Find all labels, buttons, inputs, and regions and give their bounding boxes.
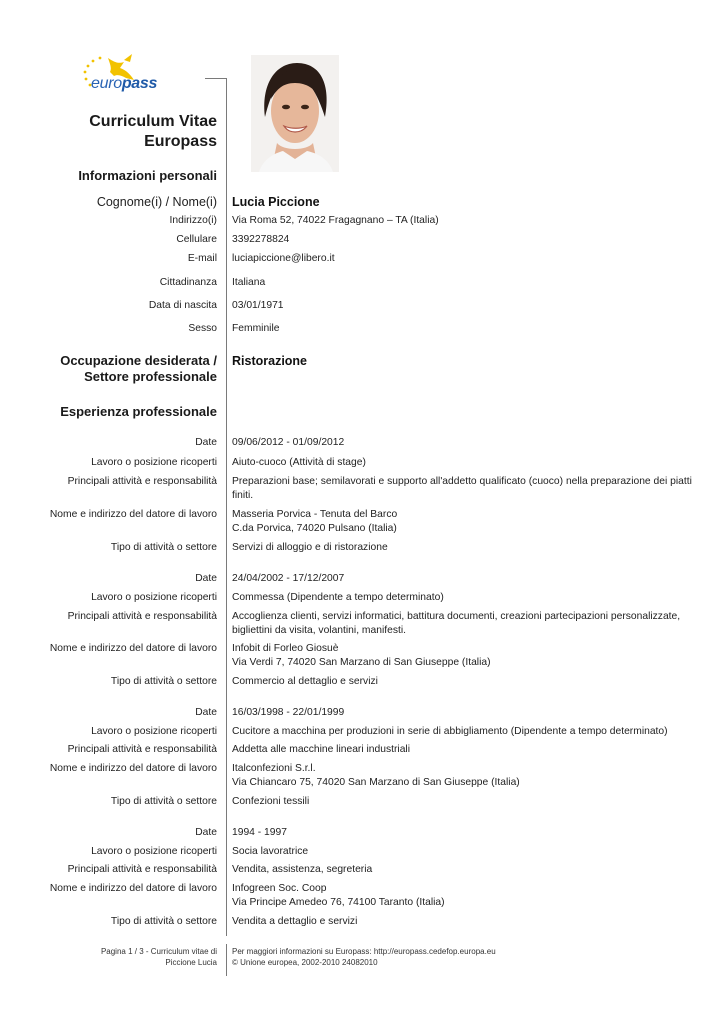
job-role-label: Lavoro o posizione ricoperti [91, 846, 217, 857]
job-date: 1994 - 1997 [232, 827, 287, 838]
job-sector: Confezioni tessili [232, 796, 310, 807]
address-label: Indirizzo(i) [169, 215, 217, 226]
job-date-label: Date [195, 707, 217, 718]
desired-occupation-label [60, 353, 217, 385]
job-employer-address: Via Verdi 7, 74020 San Marzano di San Giuseppe (Italia) [232, 657, 491, 668]
profile-photo [251, 55, 339, 172]
job-sector-label: Tipo di attività o settore [110, 542, 217, 553]
cv-title [89, 112, 217, 152]
job-date: 16/03/1998 - 22/01/1999 [232, 707, 345, 718]
job-employer-name: Infobit di Forleo Giosuè [232, 643, 339, 654]
job-employer-name: Masseria Porvica - Tenuta del Barco [232, 509, 398, 520]
job-role-label: Lavoro o posizione ricoperti [91, 592, 217, 603]
desired-occupation-line2: Settore professionale [84, 369, 217, 384]
job-employer [232, 882, 692, 910]
job-role: Socia lavoratrice [232, 846, 309, 857]
name-value: Lucia Piccione [232, 195, 320, 209]
job-employer [232, 508, 692, 536]
job-employer-name: Infogreen Soc. Coop [232, 883, 327, 894]
job-sector: Commercio al dettaglio e servizi [232, 676, 378, 687]
job-sector: Servizi di alloggio e di ristorazione [232, 542, 388, 553]
job-sector-label: Tipo di attività o settore [110, 676, 217, 687]
job-tasks-label: Principali attività e responsabilità [67, 476, 217, 487]
job-employer-label: Nome e indirizzo del datore di lavoro [49, 883, 217, 894]
birthdate-label: Data di nascita [148, 300, 217, 311]
job-date: 09/06/2012 - 01/09/2012 [232, 437, 345, 448]
desired-occupation-line1: Occupazione desiderata / [60, 353, 217, 368]
top-rule [205, 78, 227, 79]
footer-owner-name: Piccione Lucia [165, 958, 217, 967]
email-value: luciapiccione@libero.it [232, 253, 335, 264]
job-tasks: Addetta alle macchine lineari industriali [232, 744, 411, 755]
job-employer-name: Italconfezioni S.r.l. [232, 763, 316, 774]
email-label: E-mail [187, 253, 217, 264]
citizenship-value: Italiana [232, 277, 266, 288]
section-work-experience: Esperienza professionale [60, 404, 217, 419]
cv-title-line2: Europass [144, 133, 217, 150]
footer-europass-info [232, 946, 496, 968]
mobile-label: Cellulare [176, 234, 217, 245]
europass-wordmark: europass [91, 75, 158, 92]
job-role: Cucitore a macchina per produzioni in serie di abbigliamento (Dipendente a tempo determinato) [232, 726, 668, 737]
job-sector-label: Tipo di attività o settore [110, 796, 217, 807]
footer-page-number: Pagina 1 / 3 - Curriculum vitae di [100, 947, 217, 956]
job-tasks: Vendita, assistenza, segreteria [232, 864, 373, 875]
job-employer-address: C.da Porvica, 74020 Pulsano (Italia) [232, 523, 397, 534]
gender-label: Sesso [188, 323, 217, 334]
job-employer-label: Nome e indirizzo del datore di lavoro [49, 763, 217, 774]
job-date: 24/04/2002 - 17/12/2007 [232, 573, 345, 584]
job-date-label: Date [195, 827, 217, 838]
job-tasks-label: Principali attività e responsabilità [67, 611, 217, 622]
job-tasks-label: Principali attività e responsabilità [67, 864, 217, 875]
job-employer-label: Nome e indirizzo del datore di lavoro [49, 643, 217, 654]
gender-value: Femminile [232, 323, 280, 334]
job-tasks-label: Principali attività e responsabilità [67, 744, 217, 755]
job-date-label: Date [195, 437, 217, 448]
job-employer [232, 762, 692, 790]
footer-page-info [101, 946, 217, 968]
section-personal-info: Informazioni personali [78, 168, 217, 183]
job-tasks: Accoglienza clienti, servizi informatici, battitura documenti, creazioni partecipazioni personalizzate, bigliettini da visita, volantini, manifesti. [232, 611, 681, 636]
job-employer-label: Nome e indirizzo del datore di lavoro [49, 509, 217, 520]
footer-info-link: Per maggiori informazioni su Europass: http://europass.cedefop.europa.eu [232, 947, 496, 956]
cv-title-line1: Curriculum Vitae [89, 113, 217, 130]
job-employer-address: Via Principe Amedeo 76, 74100 Taranto (Italia) [232, 897, 445, 908]
job-role: Aiuto-cuoco (Attività di stage) [232, 457, 366, 468]
job-date-label: Date [195, 573, 217, 584]
divider-main [226, 196, 227, 936]
job-employer-address: Via Chiancaro 75, 74020 San Marzano di San Giuseppe (Italia) [232, 777, 520, 788]
citizenship-label: Cittadinanza [159, 277, 217, 288]
desired-occupation-value: Ristorazione [232, 354, 308, 368]
address-value: Via Roma 52, 74022 Fragagnano – TA (Italia) [232, 215, 439, 226]
divider-footer [226, 944, 227, 976]
job-sector-label: Tipo di attività o settore [110, 916, 217, 927]
name-label: Cognome(i) / Nome(i) [96, 195, 217, 209]
birthdate-value: 03/01/1971 [232, 300, 284, 311]
job-tasks: Preparazioni base; semilavorati e supporto all'addetto qualificato (cuoco) nella preparazione dei piatti finiti. [232, 476, 692, 501]
divider-top [226, 78, 227, 201]
job-sector: Vendita a dettaglio e servizi [232, 916, 358, 927]
footer-copyright: © Unione europea, 2002-2010 24082010 [232, 958, 378, 967]
mobile-value: 3392278824 [232, 234, 290, 245]
job-role: Commessa (Dipendente a tempo determinato) [232, 592, 444, 603]
job-role-label: Lavoro o posizione ricoperti [91, 726, 217, 737]
job-role-label: Lavoro o posizione ricoperti [91, 457, 217, 468]
job-employer [232, 642, 692, 670]
